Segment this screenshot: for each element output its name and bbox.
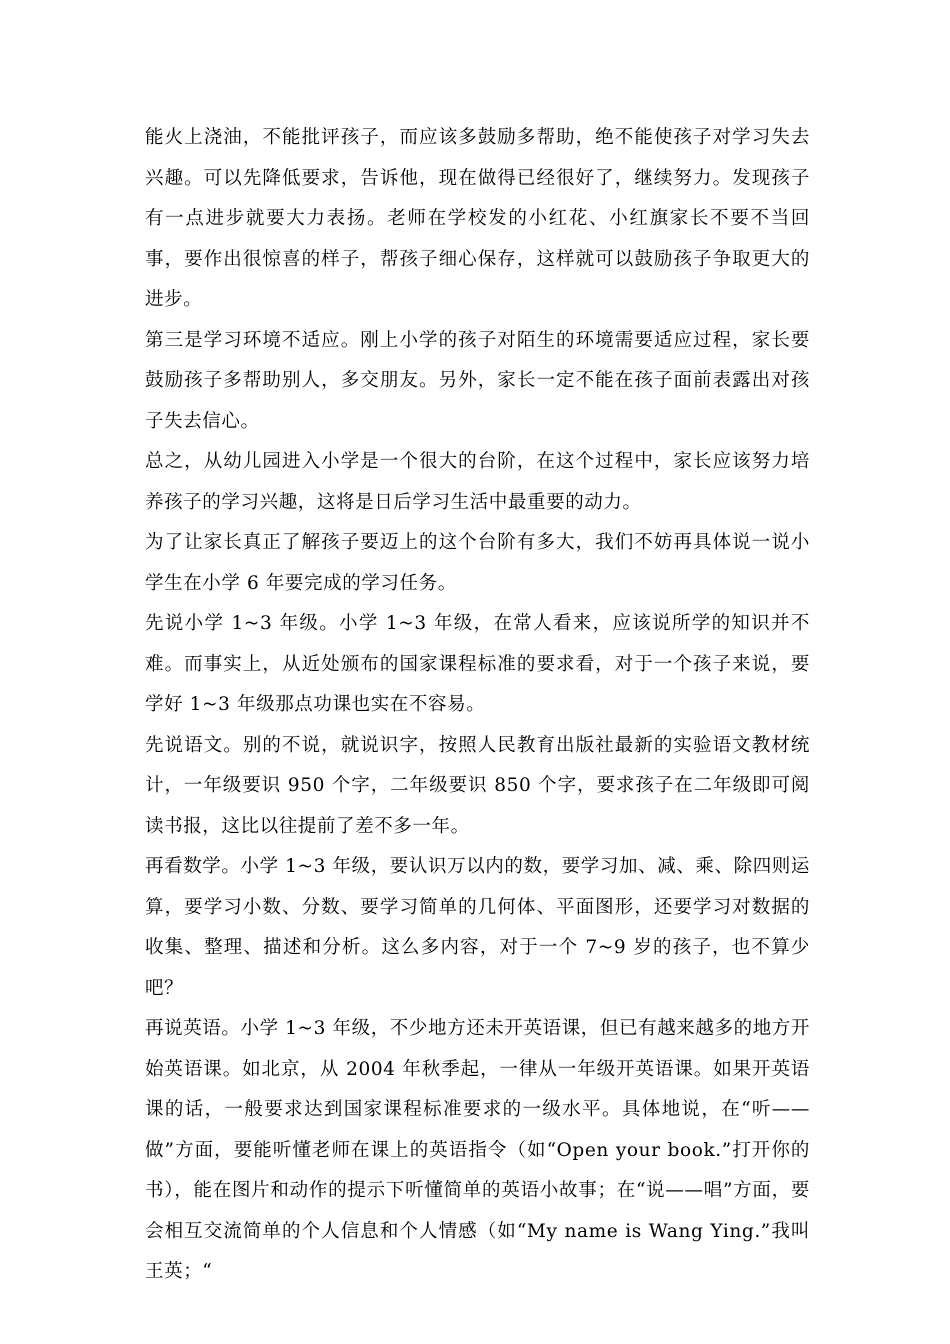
paragraph-2: 第三是学习环境不适应。刚上小学的孩子对陌生的环境需要适应过程，家长要鼓励孩子多帮助别人，多交朋友。另外，家长一定不能在孩子面前表露出对孩子失去信心。 [145,329,810,432]
paragraph-5: 先说小学 1~3 年级。小学 1~3 年级，在常人看来，应该说所学的知识并不难。而事实上，从近处颁布的国家课程标准的要求看，对于一个孩子来说，要学好 1~3 年级那点功课也实在不容易。 [145,613,810,715]
paragraph-7: 再看数学。小学 1~3 年级，要认识万以内的数，要学习加、减、乘、除四则运算，要学习小数、分数、要学习简单的几何体、平面图形，还要学习对数据的收集、整理、描述和分析。这么多内容，对于一个 7~9 岁的孩子，也不算少吧？ [145,856,811,999]
document-body [145,118,810,1293]
paragraph-6: 先说语文。别的不说，就说识字，按照人民教育出版社最新的实验语文教材统计，一年级要识 950 个字，二年级要识 850 个字，要求孩子在二年级即可阅读书报，这比以往提前了差不多一年。 [145,734,810,837]
paragraph-4: 为了让家长真正了解孩子要迈上的这个台阶有多大，我们不妨再具体说一说小学生在小学 6 年要完成的学习任务。 [145,532,810,594]
paragraph-1: 能火上浇油，不能批评孩子，而应该多鼓励多帮助，绝不能使孩子对学习失去兴趣。可以先降低要求，告诉他，现在做得已经很好了，继续努力。发现孩子有一点进步就要大力表扬。老师在学校发的小红花、小红旗家长不要不当回事，要作出很惊喜的样子，帮孩子细心保存，这样就可以鼓励孩子争取更大的进步。 [145,127,810,310]
paragraph-3: 总之，从幼儿园进入小学是一个很大的台阶，在这个过程中，家长应该努力培养孩子的学习兴趣，这将是日后学习生活中最重要的动力。 [145,451,810,513]
paragraph-8: 再说英语。小学 1~3 年级，不少地方还未开英语课，但已有越来越多的地方开始英语课。如北京，从 2004 年秋季起，一律从一年级开英语课。如果开英语课的话，一般要求达到国家课程标准要求的一级水平。具体地说，在“听——做”方面，要能听懂老师在课上的英语指令（如“Open your book.”打开你的书），能在图片和动作的提示下听懂简单的英语小故事；在“说——唱”方面，要会相互交流简单的个人信息和个人情感（如“My name is Wang Ying.”我叫王英；“ [145,1018,811,1282]
